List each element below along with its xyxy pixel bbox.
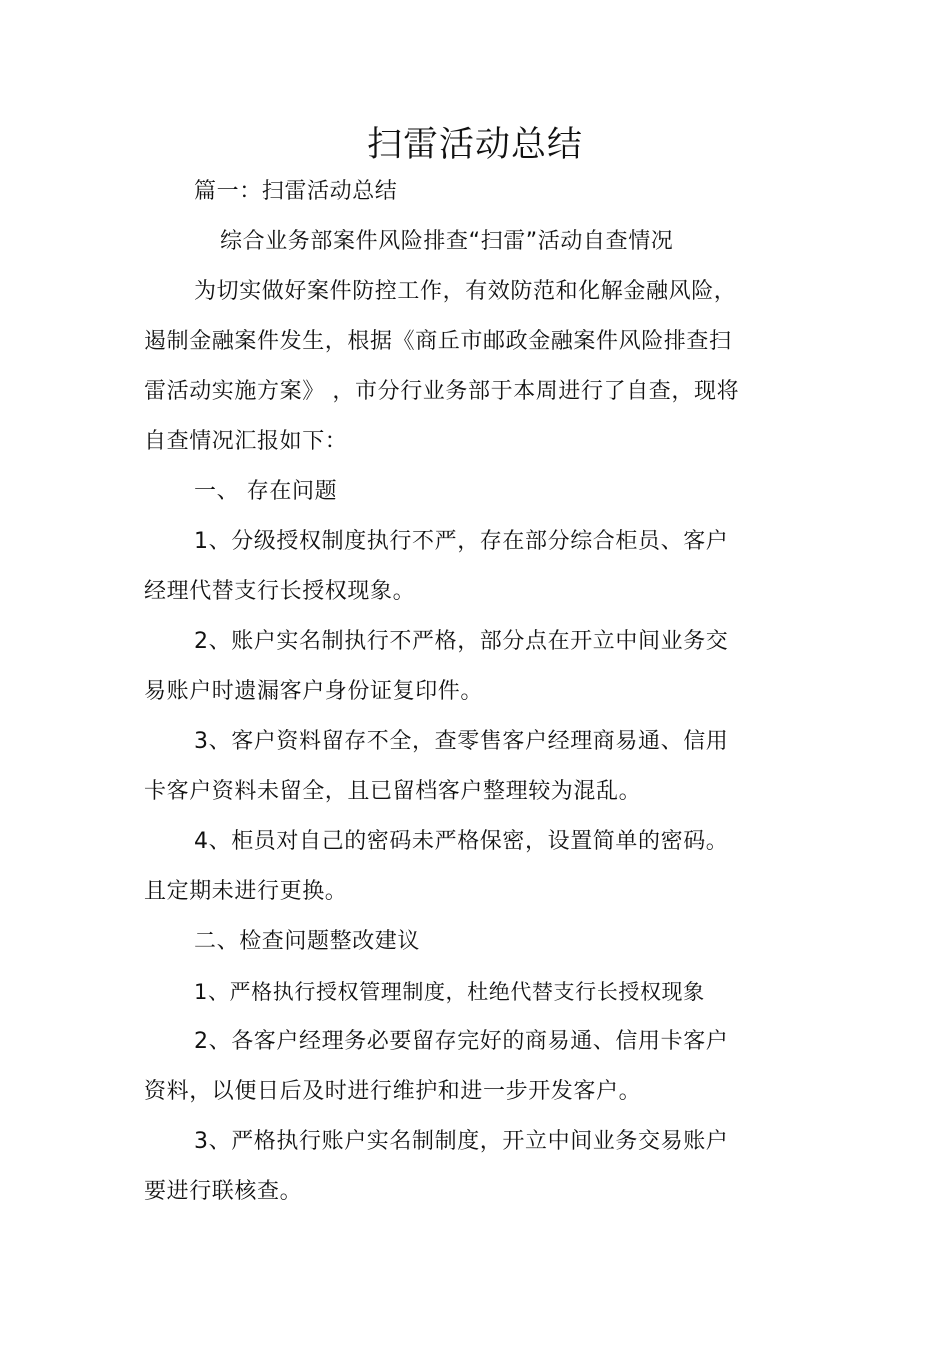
section-heading: 二、检查问题整改建议 bbox=[194, 929, 421, 954]
paragraph-line: 3、严格执行账户实名制制度，开立中间业务交易账户 bbox=[194, 1129, 729, 1154]
section-heading: 一、 存在问题 bbox=[194, 479, 338, 504]
paragraph-line: 雷活动实施方案》 ，市分行业务部于本周进行了自查，现将 bbox=[144, 379, 740, 404]
document-title: 扫雷活动总结 bbox=[366, 125, 583, 165]
paragraph-line: 资料，以便日后及时进行维护和进一步开发客户。 bbox=[144, 1079, 642, 1104]
paragraph-line: 1、严格执行授权管理制度，杜绝代替支行长授权现象 bbox=[194, 980, 705, 1004]
paragraph-line: 2、各客户经理务必要留存完好的商易通、信用卡客户 bbox=[194, 1029, 729, 1054]
paragraph-line: 经理代替支行长授权现象。 bbox=[144, 579, 416, 604]
paragraph-line: 为切实做好案件防控工作，有效防范和化解金融风险， bbox=[194, 279, 737, 304]
subtitle: 综合业务部案件风险排查“扫雷”活动自查情况 bbox=[220, 229, 674, 254]
paragraph-line: 卡客户资料未留全，且已留档客户整理较为混乱。 bbox=[144, 779, 642, 804]
paragraph-line: 1、分级授权制度执行不严，存在部分综合柜员、客户 bbox=[194, 529, 729, 554]
paragraph-line: 自查情况汇报如下： bbox=[144, 429, 348, 454]
paragraph-line: 易账户时遗漏客户身份证复印件。 bbox=[144, 679, 484, 704]
paragraph-line: 4、柜员对自己的密码未严格保密，设置简单的密码。 bbox=[194, 829, 729, 854]
section-heading: 篇一：扫雷活动总结 bbox=[194, 179, 398, 204]
paragraph-line: 且定期未进行更换。 bbox=[144, 879, 348, 904]
paragraph-line: 要进行联核查。 bbox=[144, 1179, 303, 1204]
paragraph-line: 3、客户资料留存不全，查零售客户经理商易通、信用 bbox=[194, 729, 729, 754]
paragraph-line: 2、账户实名制执行不严格，部分点在开立中间业务交 bbox=[194, 629, 729, 654]
paragraph-line: 遏制金融案件发生，根据《商丘市邮政金融案件风险排查扫 bbox=[144, 329, 732, 354]
